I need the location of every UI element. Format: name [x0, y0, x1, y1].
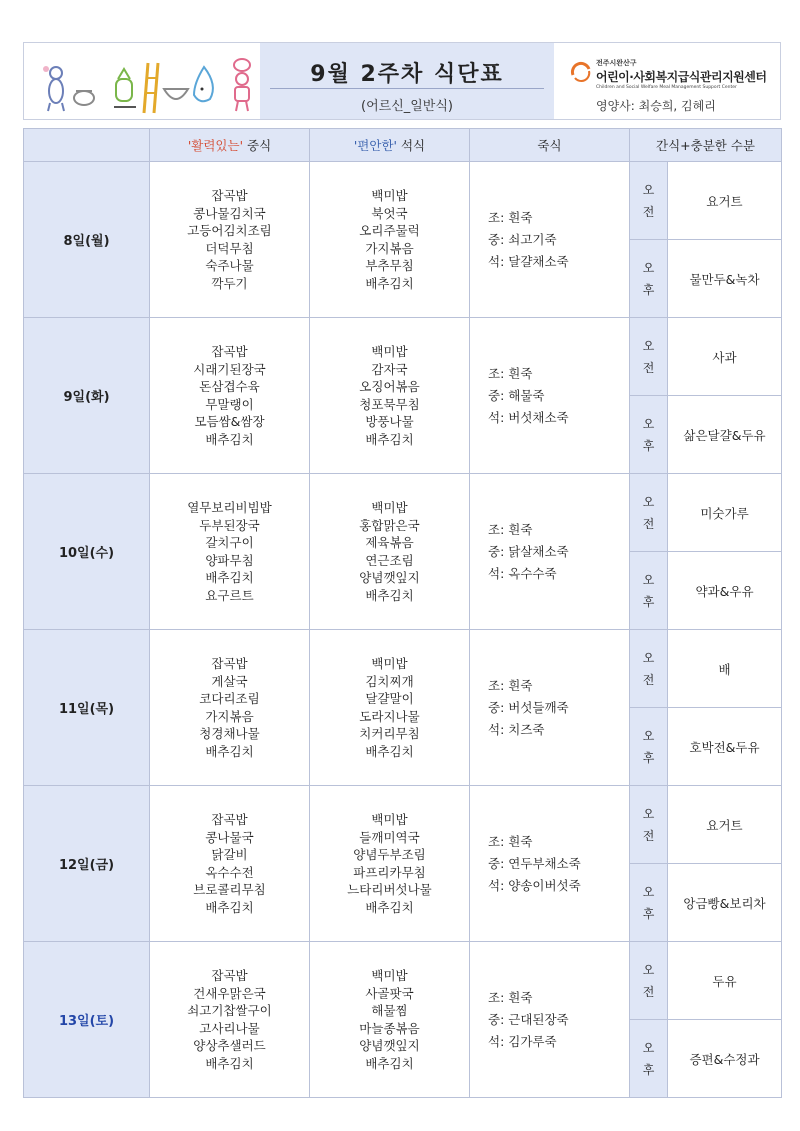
menu-item: 깍두기 — [211, 275, 248, 291]
menu-item: 오징어볶음 — [359, 379, 420, 394]
menu-item: 배추김치 — [205, 431, 254, 447]
menu-item: 배추김치 — [365, 743, 414, 759]
menu-item: 중: 버섯들깨죽 — [488, 699, 569, 715]
dinner-cell — [310, 786, 470, 942]
menu-item: 열무보리비빔밥 — [187, 500, 272, 515]
menu-item: 중: 근대된장죽 — [488, 1011, 569, 1027]
snack-am: 요거트 — [668, 786, 782, 864]
menu-item: 제육볶음 — [365, 535, 414, 550]
menu-item: 조: 흰죽 — [488, 209, 533, 225]
menu-item: 연근조림 — [365, 552, 414, 568]
header-snack: 간식+충분한 수분 — [630, 129, 782, 162]
snack-time-am: 오 전 — [630, 162, 668, 240]
day-label: 10일(수) — [24, 474, 150, 630]
ladder-icon — [144, 63, 158, 113]
menu-item: 고사리나물 — [199, 1020, 260, 1036]
snack-am: 요거트 — [668, 162, 782, 240]
org-name: 어린이·사회복지급식관리지원센터 — [596, 70, 767, 84]
table-row — [24, 942, 782, 1020]
menu-item: 갈치구이 — [205, 535, 254, 550]
snack-am: 사과 — [668, 318, 782, 396]
menu-item: 파프리카무침 — [353, 864, 426, 880]
header-date — [24, 129, 150, 162]
menu-item: 게살국 — [211, 673, 248, 689]
organization-block — [556, 43, 780, 119]
menu-item: 백미밥 — [371, 500, 408, 515]
menu-item: 배추김치 — [365, 431, 414, 447]
menu-item: 잡곡밥 — [211, 344, 248, 359]
snack-time-pm: 오 후 — [630, 864, 668, 942]
snack-pm: 호박전&두유 — [668, 708, 782, 786]
bowl-icon — [164, 89, 188, 99]
menu-item: 양파무침 — [205, 552, 254, 568]
porridge-cell — [470, 786, 630, 942]
menu-item: 석: 치즈죽 — [488, 721, 545, 737]
menu-item: 양념깻잎지 — [359, 570, 420, 585]
center-logo-icon — [570, 61, 592, 83]
snack-time-am: 오 전 — [630, 318, 668, 396]
menu-item: 잡곡밥 — [211, 968, 248, 983]
lunch-cell — [150, 942, 310, 1098]
menu-item: 중: 닭살채소죽 — [488, 543, 569, 559]
drop-mascot-icon — [194, 67, 213, 101]
menu-item: 가지볶음 — [205, 708, 254, 724]
menu-item: 도라지나물 — [359, 708, 420, 724]
snack-time-am: 오 전 — [630, 474, 668, 552]
menu-item: 조: 흰죽 — [488, 833, 533, 849]
dinner-cell — [310, 318, 470, 474]
menu-item: 느타리버섯나물 — [347, 882, 432, 897]
snack-pm: 증편&수정과 — [668, 1020, 782, 1098]
menu-item: 배추김치 — [205, 570, 254, 585]
menu-item: 청경채나물 — [199, 726, 260, 741]
dinner-cell — [310, 162, 470, 318]
menu-item: 두부된장국 — [199, 517, 260, 533]
day-label: 8일(월) — [24, 162, 150, 318]
header-dinner: '편안한' 석식 — [310, 129, 470, 162]
snack-time-am: 오 전 — [630, 630, 668, 708]
menu-item: 닭갈비 — [211, 847, 248, 862]
menu-item: 석: 옥수수죽 — [488, 565, 557, 581]
menu-item: 해물찜 — [371, 1003, 408, 1018]
snack-pm: 삶은달걀&두유 — [668, 396, 782, 474]
page-title: 9월 2주차 식단표 — [310, 62, 504, 87]
menu-item: 배추김치 — [205, 743, 254, 759]
menu-item: 석: 김가루죽 — [488, 1033, 557, 1049]
table-header-row — [24, 129, 782, 162]
day-label: 9일(화) — [24, 318, 150, 474]
table-row — [24, 318, 782, 396]
title-panel — [260, 43, 554, 119]
org-english-name: Children and Social Welfare Meal Management Support Center — [596, 85, 737, 90]
menu-item: 모듬쌈&쌈장 — [194, 414, 265, 429]
snack-time-am: 오 전 — [630, 786, 668, 864]
menu-item: 조: 흰죽 — [488, 521, 533, 537]
porridge-cell — [470, 942, 630, 1098]
menu-item: 백미밥 — [371, 188, 408, 203]
menu-item: 배추김치 — [205, 1055, 254, 1071]
menu-item: 배추김치 — [365, 587, 414, 603]
menu-item: 양념두부조림 — [353, 847, 426, 862]
dietitian-names: 영양사: 최승희, 김혜리 — [596, 99, 716, 113]
table-row — [24, 630, 782, 708]
snack-time-pm: 오 후 — [630, 396, 668, 474]
meal-table — [23, 128, 782, 1098]
menu-item: 배추김치 — [205, 899, 254, 915]
menu-item: 고등어김치조림 — [187, 223, 272, 238]
snack-time-am: 오 전 — [630, 942, 668, 1020]
menu-item: 홍합맑은국 — [359, 517, 420, 533]
menu-item: 콩나물김치국 — [193, 205, 266, 221]
menu-item: 감자국 — [371, 361, 408, 377]
snack-time-pm: 오 후 — [630, 1020, 668, 1098]
porridge-cell — [470, 162, 630, 318]
menu-item: 배추김치 — [365, 1055, 414, 1071]
menu-item: 방풍나물 — [365, 414, 414, 429]
menu-item: 석: 달걀채소죽 — [488, 253, 569, 269]
porridge-cell — [470, 474, 630, 630]
menu-item: 양념깻잎지 — [359, 1038, 420, 1053]
menu-item: 건새우맑은국 — [193, 985, 266, 1001]
lunch-cell — [150, 630, 310, 786]
menu-item: 브로콜리무침 — [193, 882, 266, 897]
menu-item: 잡곡밥 — [211, 812, 248, 827]
snack-am: 두유 — [668, 942, 782, 1020]
dinner-cell — [310, 630, 470, 786]
kettle-icon — [74, 91, 94, 105]
porridge-cell — [470, 318, 630, 474]
menu-item: 중: 해물죽 — [488, 387, 545, 403]
day-label: 12일(금) — [24, 786, 150, 942]
page-subtitle: (어르신_일반식) — [361, 99, 453, 114]
lunch-cell — [150, 318, 310, 474]
table-row — [24, 786, 782, 864]
chef-mascot-icon — [43, 66, 64, 111]
menu-item: 백미밥 — [371, 344, 408, 359]
menu-item: 조: 흰죽 — [488, 677, 533, 693]
menu-item: 콩나물국 — [205, 829, 254, 845]
menu-item: 양상추샐러드 — [193, 1038, 266, 1053]
menu-item: 달걀말이 — [365, 691, 414, 706]
table-row — [24, 474, 782, 552]
snack-time-pm: 오 후 — [630, 240, 668, 318]
vegetable-mascot-icon — [114, 69, 136, 107]
dinner-cell — [310, 942, 470, 1098]
menu-item: 더덕무침 — [205, 240, 254, 256]
menu-item: 치커리무침 — [359, 726, 420, 741]
header-lunch: '활력있는' 중식 — [150, 129, 310, 162]
menu-item: 들깨미역국 — [359, 829, 420, 845]
mascot-illustration — [24, 43, 260, 119]
menu-item: 부추무침 — [365, 258, 414, 273]
menu-item: 백미밥 — [371, 968, 408, 983]
menu-item: 배추김치 — [365, 899, 414, 915]
menu-item: 돈삼겹수육 — [199, 379, 260, 394]
menu-item: 청포묵무침 — [359, 396, 420, 412]
lunch-cell — [150, 786, 310, 942]
menu-header — [23, 42, 781, 120]
chef-hat-mascot-icon — [234, 59, 250, 111]
header-porridge: 죽식 — [470, 129, 630, 162]
menu-item: 코다리조림 — [199, 691, 260, 706]
menu-item: 조: 흰죽 — [488, 989, 533, 1005]
menu-item: 요구르트 — [205, 587, 254, 603]
snack-pm: 앙금빵&보리차 — [668, 864, 782, 942]
day-label: 11일(목) — [24, 630, 150, 786]
menu-item: 쇠고기찹쌀구이 — [187, 1003, 272, 1018]
dinner-cell — [310, 474, 470, 630]
menu-item: 가지볶음 — [365, 240, 414, 256]
menu-item: 중: 연두부채소죽 — [488, 855, 581, 871]
menu-item: 북엇국 — [371, 205, 408, 221]
table-body — [24, 162, 782, 1098]
menu-item: 백미밥 — [371, 656, 408, 671]
menu-item: 중: 쇠고기죽 — [488, 231, 557, 247]
menu-item: 잡곡밥 — [211, 188, 248, 203]
menu-item: 오리주물럭 — [359, 223, 420, 238]
lunch-cell — [150, 474, 310, 630]
menu-item: 석: 버섯채소죽 — [488, 409, 569, 425]
snack-pm: 물만두&녹차 — [668, 240, 782, 318]
title-divider — [270, 88, 544, 89]
menu-item: 시래기된장국 — [193, 361, 266, 377]
menu-item: 조: 흰죽 — [488, 365, 533, 381]
menu-item: 잡곡밥 — [211, 656, 248, 671]
table-row — [24, 162, 782, 240]
snack-pm: 약과&우유 — [668, 552, 782, 630]
lunch-cell — [150, 162, 310, 318]
snack-am: 미숫가루 — [668, 474, 782, 552]
menu-item: 마늘종볶음 — [359, 1020, 420, 1036]
menu-item: 김치찌개 — [365, 673, 414, 689]
porridge-cell — [470, 630, 630, 786]
menu-item: 배추김치 — [365, 275, 414, 291]
day-label: 13일(토) — [24, 942, 150, 1098]
snack-time-pm: 오 후 — [630, 708, 668, 786]
menu-item: 석: 양송이버섯죽 — [488, 877, 581, 893]
menu-item: 무말랭이 — [205, 396, 254, 412]
snack-time-pm: 오 후 — [630, 552, 668, 630]
menu-item: 사골팟국 — [365, 985, 414, 1001]
menu-item: 숙주나물 — [205, 258, 254, 273]
menu-item: 옥수수전 — [205, 864, 254, 880]
org-district: 전주시완산구 — [596, 59, 637, 67]
menu-item: 백미밥 — [371, 812, 408, 827]
snack-am: 배 — [668, 630, 782, 708]
